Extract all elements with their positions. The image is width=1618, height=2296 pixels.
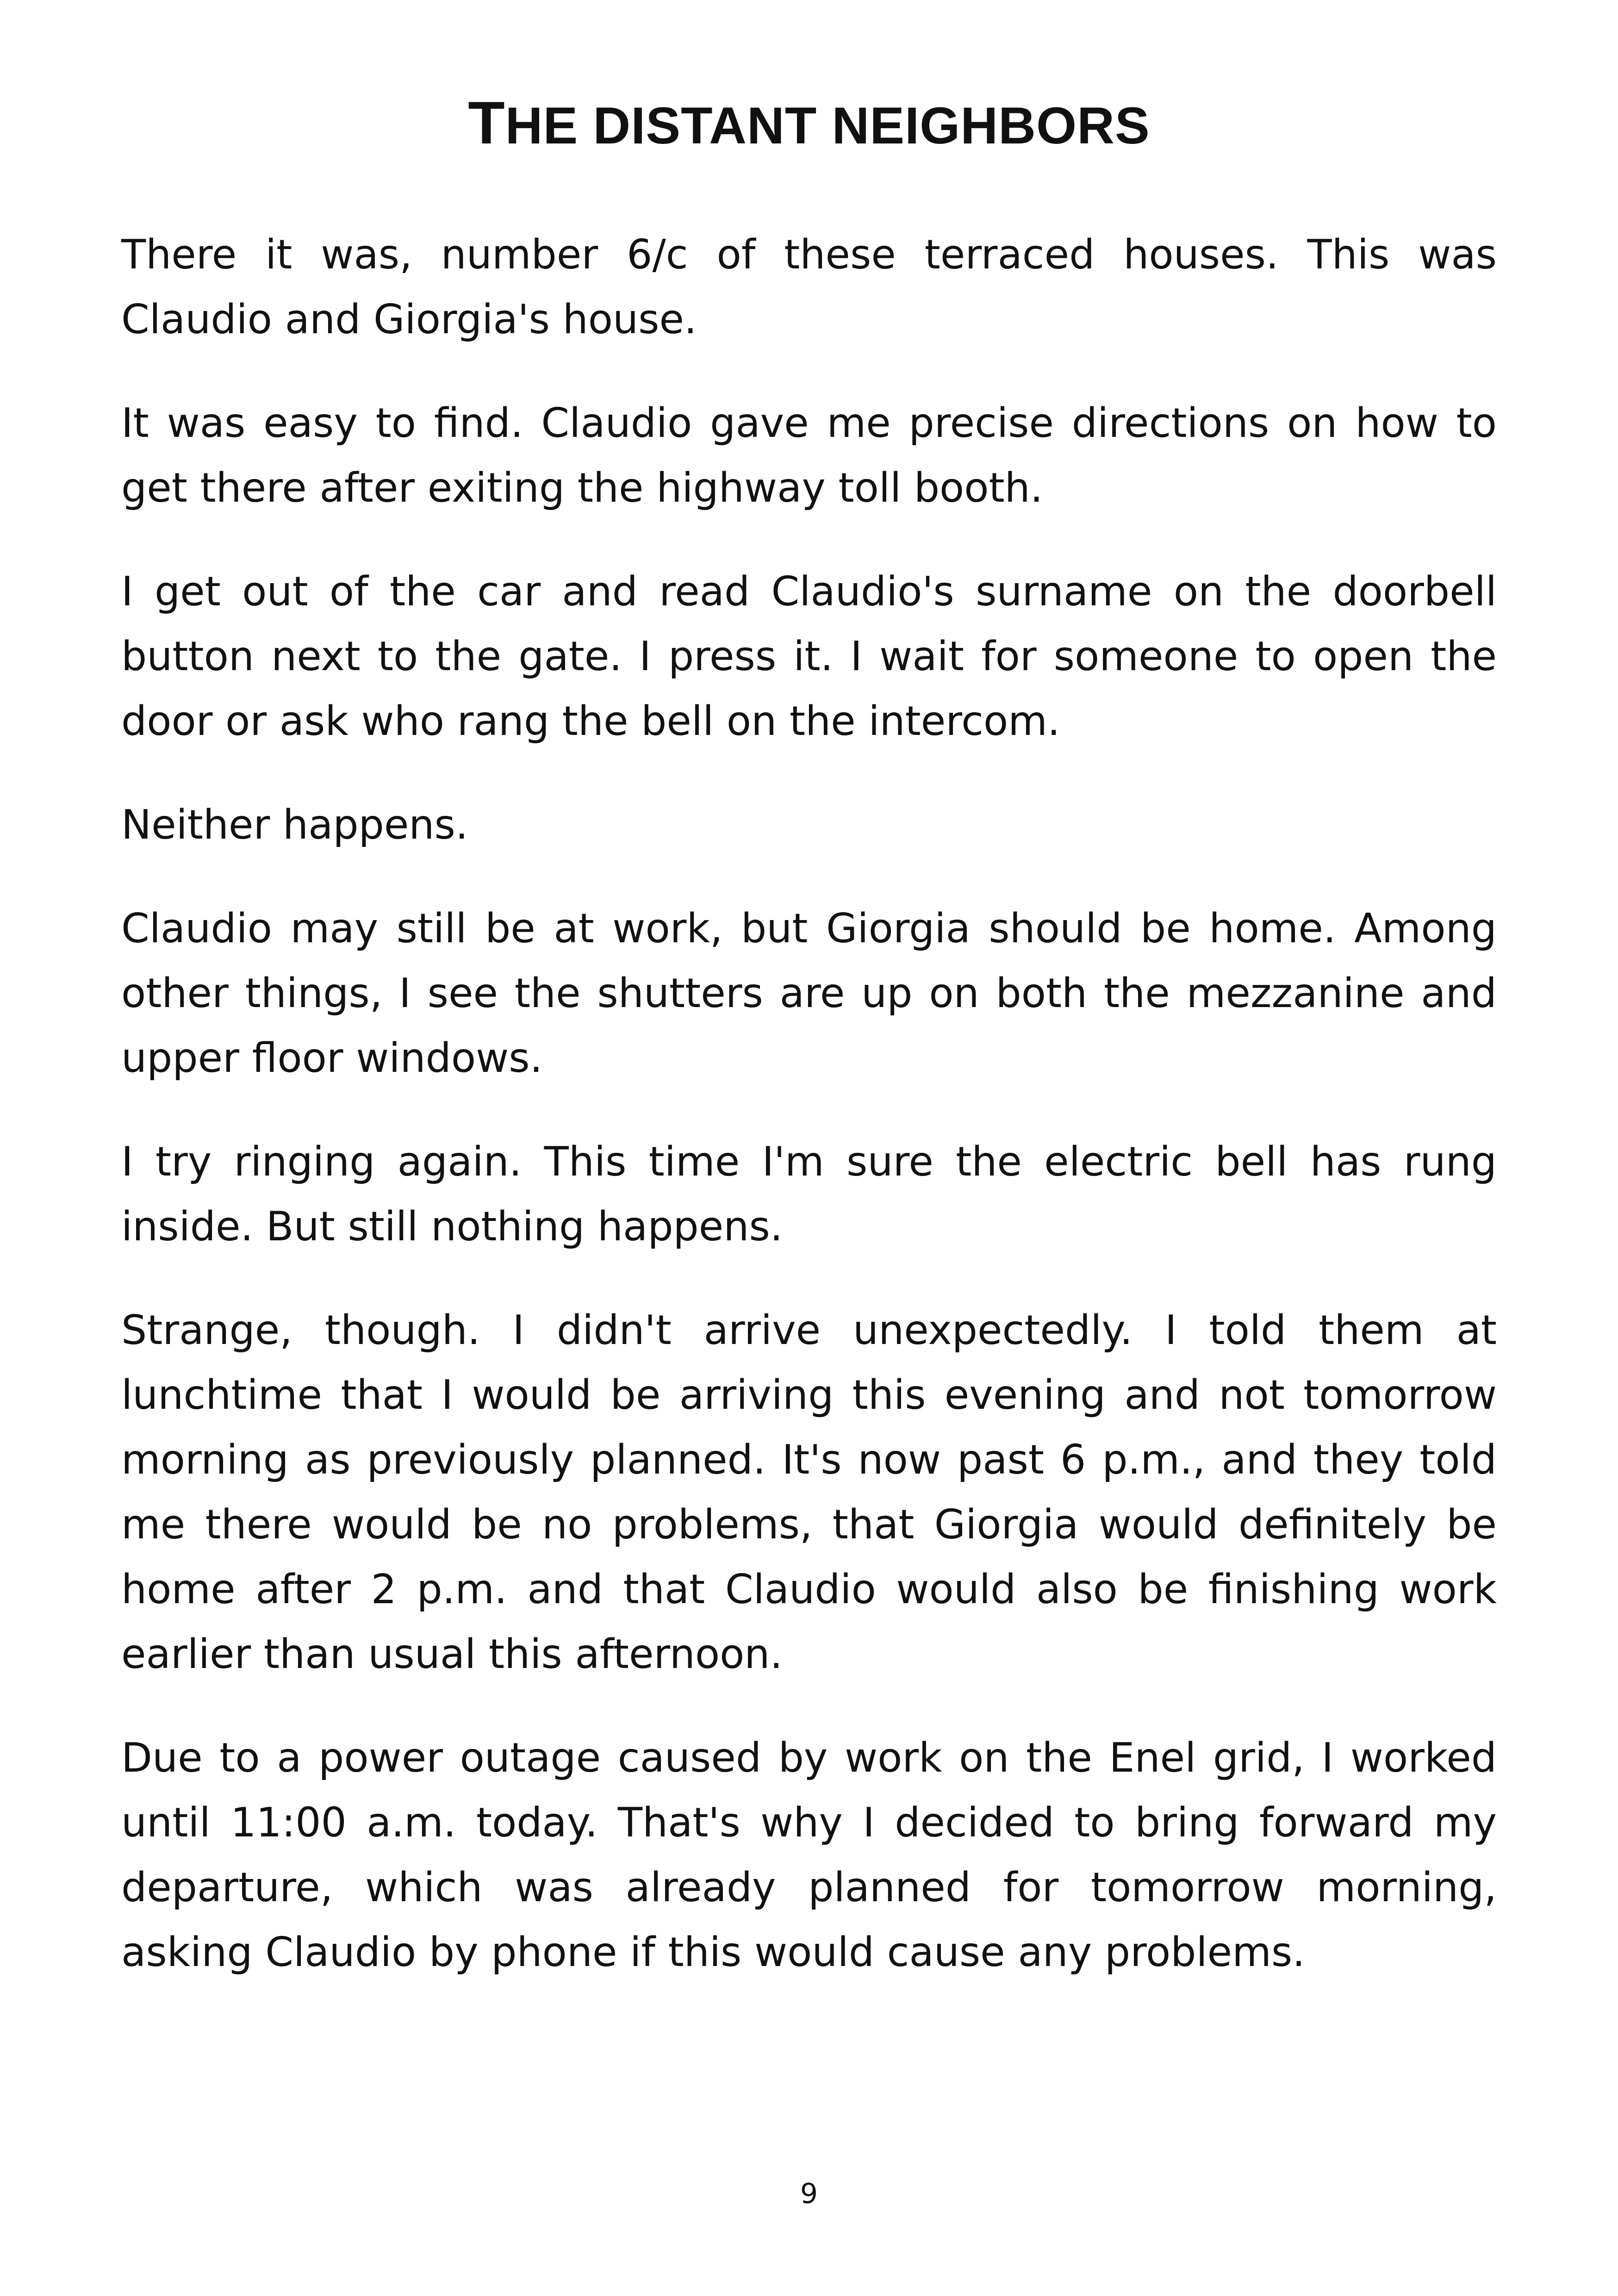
paragraph: I try ringing again. This time I'm sure the electric bell has rung inside. But still nothing happens. <box>121 1138 1497 1250</box>
page-number: 9 <box>800 2178 818 2210</box>
paragraph: Claudio may still be at work, but Giorgia should be home. Among other things, I see the shutters are up on both the mezzanine and upper floor windows. <box>121 905 1497 1082</box>
paragraph: Strange, though. I didn't arrive unexpectedly. I told them at lunchtime that I would be arriving this evening and not tomorrow morning as previously planned. It's now past 6 p.m., and they told me there would be no problems, that Giorgia would definitely be home after 2 p.m. and that Claudio would also be finishing work earlier than usual this afternoon. <box>121 1307 1497 1678</box>
chapter-title <box>0 88 1618 161</box>
paragraph: Due to a power outage caused by work on the Enel grid, I worked until 11:00 a.m. today. That's why I decided to bring forward my departure, which was already planned for tomorrow morning, asking Claudio by phone if this would cause any problems. <box>121 1734 1497 1976</box>
chapter-title-initial: T <box>468 89 505 156</box>
body-text <box>121 222 1497 2023</box>
paragraph: It was easy to find. Claudio gave me precise directions on how to get there after exiting the highway toll booth. <box>121 399 1497 511</box>
chapter-title-rest: HE DISTANT NEIGHBORS <box>505 97 1150 155</box>
paragraph: I get out of the car and read Claudio's surname on the doorbell button next to the gate. I press it. I wait for someone to open the door or ask who rang the bell on the intercom. <box>121 568 1497 745</box>
paragraph: Neither happens. <box>121 801 468 848</box>
paragraph: There it was, number 6/c of these terraced houses. This was Claudio and Giorgia's house. <box>121 231 1497 343</box>
